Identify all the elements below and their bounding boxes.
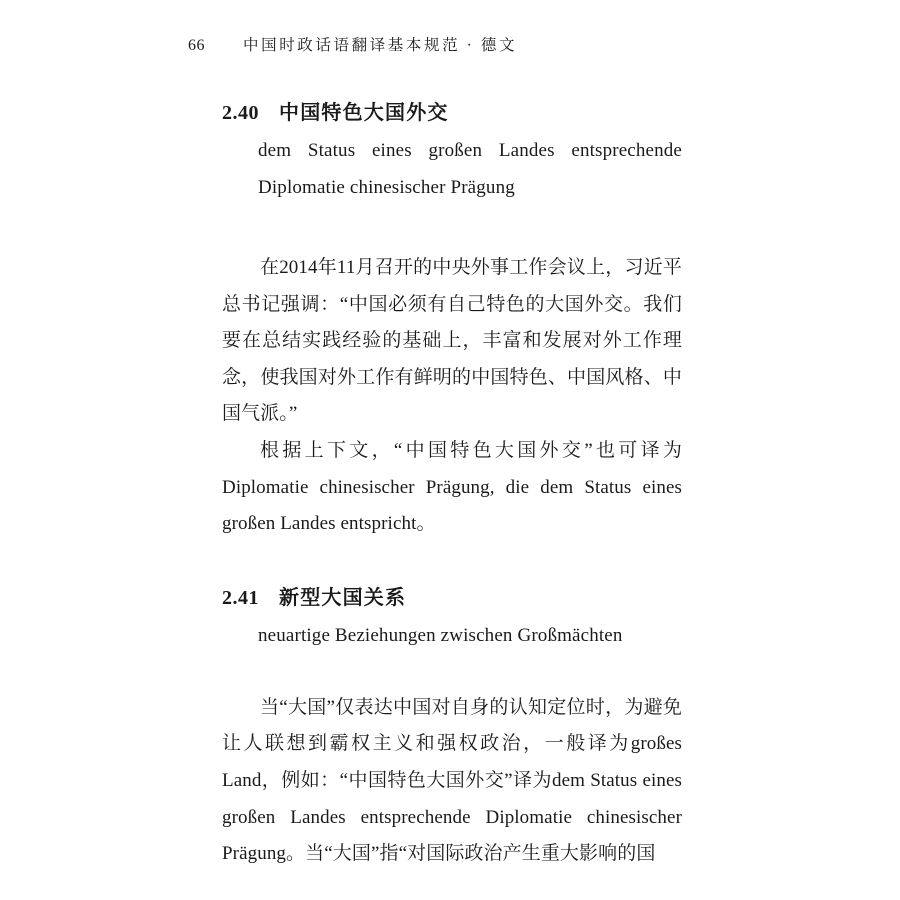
- section-number: 2.40: [222, 102, 259, 124]
- section-number: 2.41: [222, 586, 259, 609]
- paragraph-2-41-1: 当“大国”仅表达中国对自身的认知定位时，为避免让人联想到霸权主义和强权政治，一般译为großes Land，例如：“中国特色大国外交”译为dem Status eines großen Landes entsprechende Diplomatie chinesischer Prägung。当“大国”指“对国际政治产生重大影响的国: [222, 696, 682, 865]
- page-number: 66: [188, 37, 205, 54]
- section-heading-2-40: [222, 98, 682, 128]
- text-block: [222, 98, 682, 873]
- paragraph-2-40-2: 根据上下文，“中国特色大国外交”也可译为Diplomatie chinesischer Prägung, die dem Status eines großen Landes entspricht。: [222, 440, 682, 535]
- spacer: [222, 206, 682, 250]
- paragraph-2-40-1: 在2014年11月召开的中央外事工作会议上，习近平总书记强调：“中国必须有自己特色的大国外交。我们要在总结实践经验的基础上，丰富和发展对外工作理念，使我国对外工作有鲜明的中国特色、中国风格、中国气派。”: [222, 257, 682, 425]
- section-2-41: [222, 583, 682, 654]
- section-title-zh: 中国特色大国外交: [279, 102, 449, 124]
- running-title: 中国时政话语翻译基本规范 · 德文: [243, 37, 518, 54]
- section-title-zh: 新型大国关系: [279, 586, 407, 609]
- running-head: [188, 33, 517, 55]
- section-2-40: [222, 98, 682, 206]
- spacer: [222, 543, 682, 583]
- section-subtitle-de: dem Status eines großen Landes entsprechende Diplomatie chinesischer Prägung: [258, 140, 682, 199]
- section-subtitle-de: neuartige Beziehungen zwischen Großmächten: [258, 624, 623, 646]
- spacer: [222, 654, 682, 690]
- section-heading-2-41: [222, 583, 682, 613]
